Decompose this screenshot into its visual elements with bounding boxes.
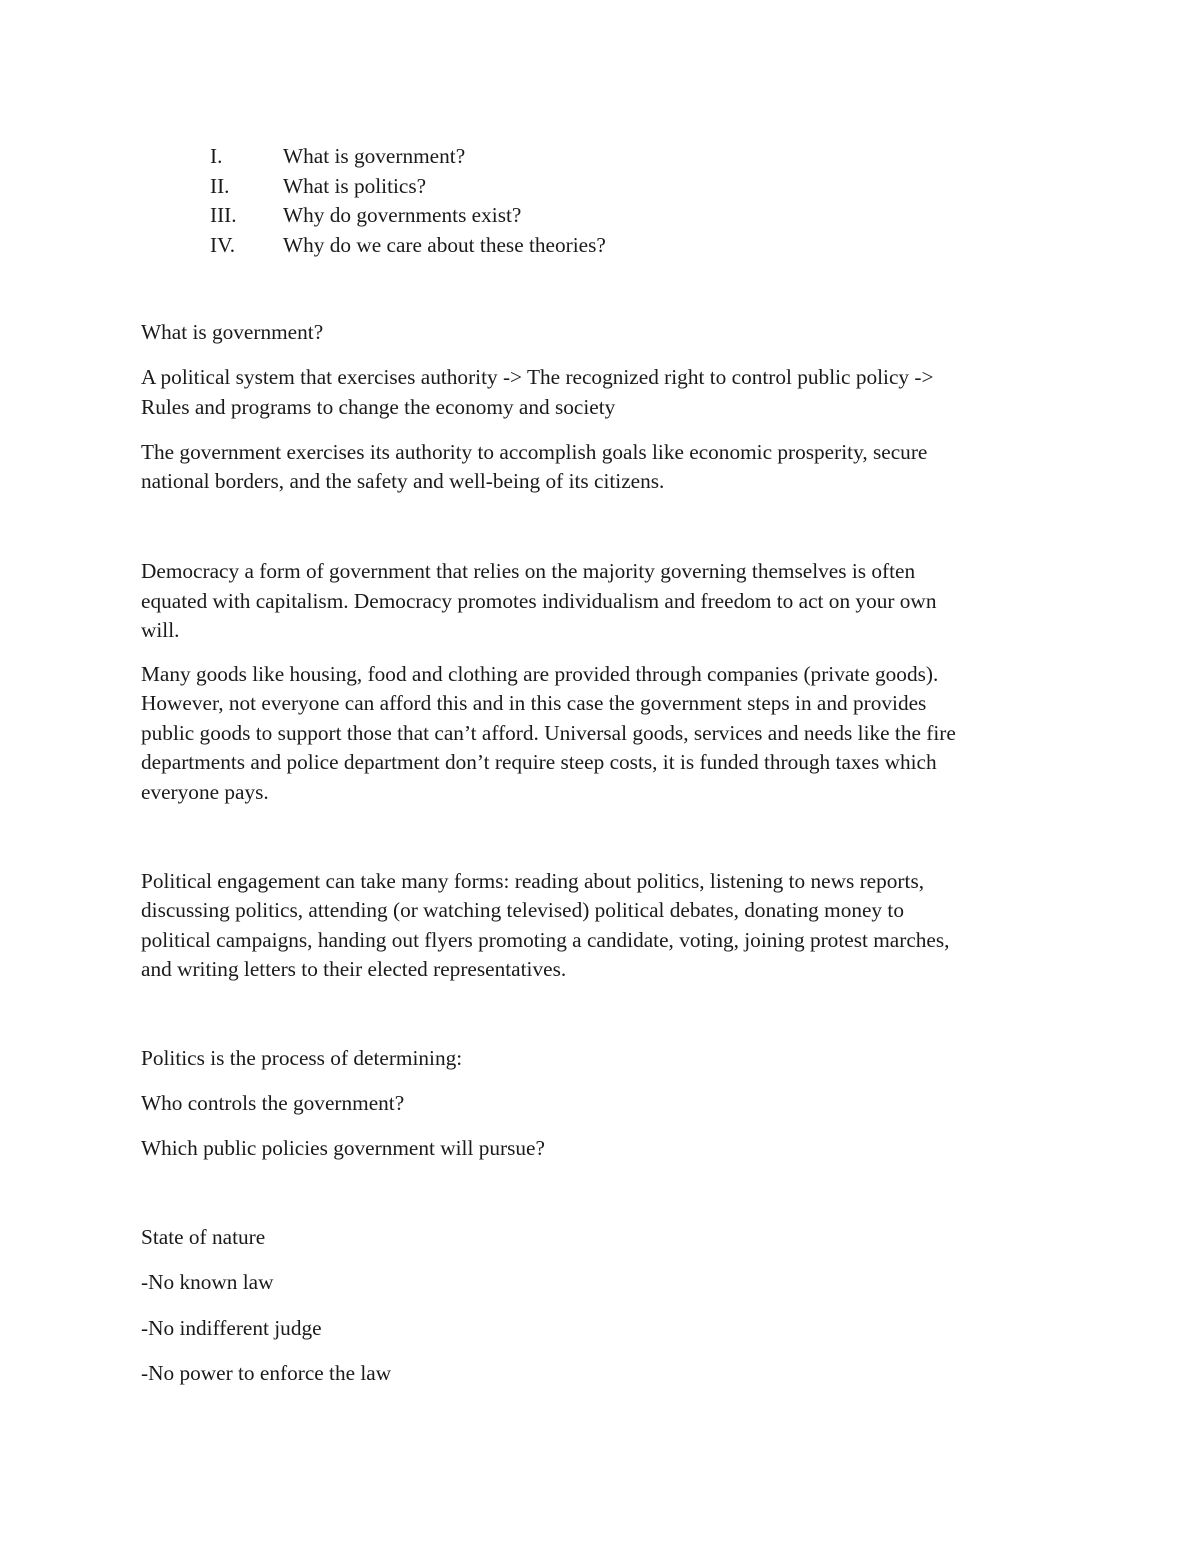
- democracy-line: equated with capitalism. Democracy promotes individualism and freedom to act on your own: [141, 589, 937, 613]
- outline-text: What is government?: [283, 144, 466, 168]
- outline-text: Why do governments exist?: [283, 203, 522, 227]
- goods-line: However, not everyone can afford this and in this case the government steps in and provides: [141, 691, 927, 715]
- outline-numeral: III.: [210, 203, 237, 227]
- outline-numeral: IV.: [210, 232, 236, 257]
- state-of-nature-item: -No known law: [141, 1270, 274, 1294]
- state-of-nature-heading: State of nature: [141, 1225, 266, 1249]
- outline-numeral: II.: [210, 173, 230, 198]
- outline-item: [210, 172, 606, 202]
- state-of-nature-item: -No power to enforce the law: [141, 1361, 392, 1385]
- democracy-line: will.: [141, 618, 180, 642]
- topic-outline: [210, 142, 606, 260]
- engagement-line: Political engagement can take many forms: reading about politics, listening to news reports,: [141, 869, 925, 893]
- outline-item: [210, 201, 606, 231]
- outline-item: [210, 231, 606, 261]
- engagement-line: political campaigns, handing out flyers promoting a candidate, voting, joining protest marches,: [141, 928, 950, 952]
- politics-question: Who controls the government?: [141, 1091, 405, 1115]
- outline-item: [210, 142, 606, 172]
- outline-text: Why do we care about these theories?: [283, 232, 606, 257]
- engagement-line: and writing letters to their elected representatives.: [141, 957, 567, 981]
- outline-numeral: I.: [210, 144, 223, 168]
- politics-question: Which public policies government will pursue?: [141, 1136, 545, 1160]
- goods-line: Many goods like housing, food and clothing are provided through companies (private goods).: [141, 662, 939, 686]
- democracy-line: Democracy a form of government that relies on the majority governing themselves is often: [141, 559, 916, 583]
- outline-text: What is politics?: [283, 173, 427, 198]
- state-of-nature-item: -No indifferent judge: [141, 1316, 322, 1340]
- politics-intro: Politics is the process of determining:: [141, 1046, 463, 1070]
- government-goals-line: The government exercises its authority to accomplish goals like economic prosperity, secure: [141, 440, 928, 464]
- government-goals-line: national borders, and the safety and well-being of its citizens.: [141, 469, 665, 493]
- engagement-line: discussing politics, attending (or watching televised) political debates, donating money to: [141, 898, 904, 922]
- goods-line: departments and police department don’t require steep costs, it is funded through taxes which: [141, 750, 937, 774]
- government-heading: What is government?: [141, 320, 324, 344]
- goods-line: everyone pays.: [141, 780, 269, 804]
- goods-line: public goods to support those that can’t afford. Universal goods, services and needs like the fire: [141, 721, 956, 745]
- government-definition-line: Rules and programs to change the economy and society: [141, 395, 616, 419]
- government-definition-line: A political system that exercises authority -> The recognized right to control public policy ->: [141, 365, 934, 389]
